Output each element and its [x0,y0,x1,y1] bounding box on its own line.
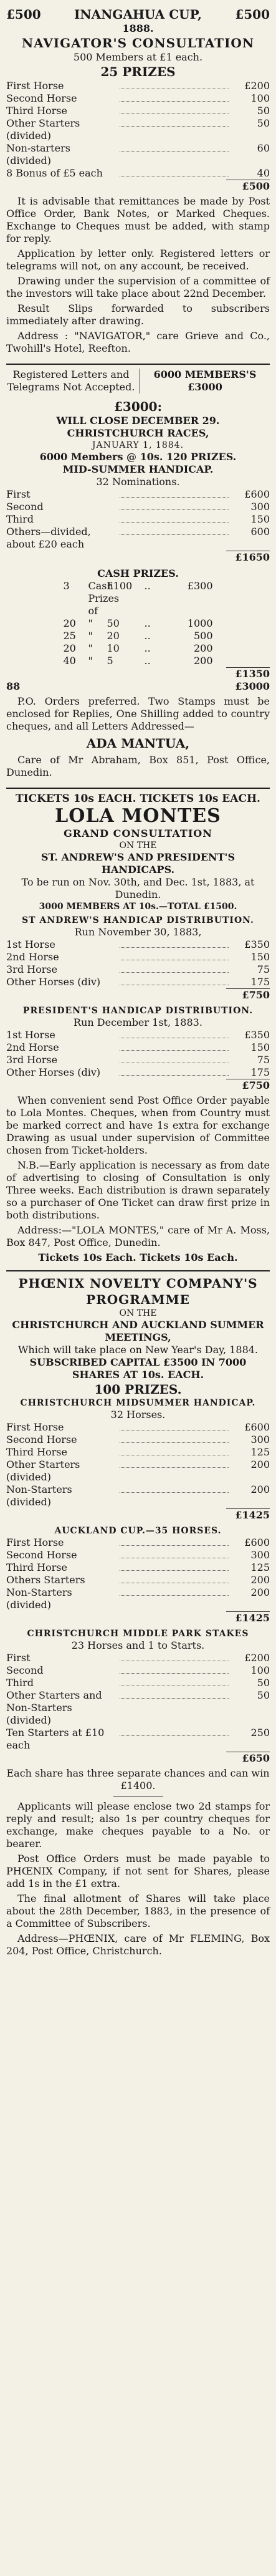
prize-total: £1425 [226,1611,270,1624]
prize-value: 300 [250,1434,270,1445]
prize-row [6,976,270,988]
inangahua-body-1: It is advisable that remittances be made by Post Office Order, Bank Notes, or Marked Cheques. Exchange to Cheques must be added, with stamp for reply. [6,195,270,244]
prize-value: 200 [250,1483,270,1495]
cash-sep: .. [144,655,151,667]
prize-label: 2nd Horse [6,1041,59,1053]
christchurch-body: P.O. Orders preferred. Two Stamps must be enclosed for Replies, One Shilling added to country cheques, and all Letters Addressed— [6,695,270,732]
inangahua-advert [6,2,270,365]
lola-montes-advert [6,789,270,1271]
prize-label: Second Horse [6,1549,77,1561]
prize-row [6,1446,270,1459]
prize-value: 175 [250,1066,270,1078]
phoenix-meetings: CHRISTCHURCH AND AUCKLAND SUMMER MEETINGS, [12,1319,264,1343]
prize-row [6,1421,270,1434]
prize-label: Ten Starters at £10 each [6,1727,105,1751]
lola-subtitle: GRAND CONSULTATION [64,827,212,839]
presidents-distribution-heading: PRESIDENT'S HANDICAP DISTRIBUTION. [22,1006,254,1016]
christchurch-members: 6000 Members @ 10s. 120 PRIZES. [39,451,237,463]
prize-value: £350 [244,1029,270,1041]
prize-label: 3rd Horse [6,963,58,975]
prize-row [6,1066,270,1079]
prize-row [6,92,270,105]
auckland-cup-heading: AUCKLAND CUP.—35 HORSES. [54,1526,222,1536]
prize-row [6,1652,270,1664]
prize-row [6,1434,270,1446]
cash-each: 5 [107,655,113,667]
phoenix-address: Address—PHŒNIX, care of Mr FLEMING, Box 204, Post Office, Christchurch. [6,1932,270,1957]
cash-prize-table [6,580,270,693]
lola-tickets-banner: TICKETS 10s EACH. TICKETS 10s EACH. [16,793,260,805]
phoenix-body-1: Applicants will please enclose two 2d stamps for reply and result; also 1s per country cheques for exchange, make cheques payable to a No. or bearer. [6,1800,270,1850]
lola-handicaps: ST. ANDREW'S AND PRESIDENT'S HANDICAPS. [40,851,236,876]
st-andrews-distribution-heading: ST ANDREW'S HANDICAP DISTRIBUTION. [22,915,254,925]
prize-row [6,1483,270,1508]
cash-count: 25 [63,630,76,642]
presidents-date: Run December 1st, 1883. [74,1016,202,1028]
prize-row [6,488,270,501]
prize-value: 150 [250,513,270,525]
cash-desc: " [88,655,93,667]
cash-row [6,617,270,630]
prize-row [6,1029,270,1041]
prize-row [6,501,270,513]
prize-value: 300 [250,501,270,513]
cash-sep: .. [144,617,151,629]
prize-row [6,142,270,167]
prize-value: 200 [250,1574,270,1586]
cash-desc: " [88,630,93,642]
prize-label: Other Horses (div) [6,976,101,988]
prize-value: 150 [250,1041,270,1053]
box-right-note: 6000 MEMBERS'S £3000 [153,369,257,393]
prize-value: 50 [257,105,270,117]
phoenix-note: Each share has three separate chances and can win £1400. [6,1767,270,1792]
prize-value: 50 [257,1677,270,1689]
box-left-note: Registered Letters and Telegrams Not Accepted. [6,369,140,393]
grand-total-row [6,680,270,693]
lola-tickets-footer: Tickets 10s Each. Tickets 10s Each. [38,1252,238,1263]
midsummer-sub: 32 Horses. [110,1409,166,1421]
prize-value: 75 [257,963,270,975]
prize-label: 1st Horse [6,1029,55,1041]
prize-label: Third Horse [6,105,67,117]
prize-value: 50 [257,117,270,129]
prize-row [6,1664,270,1677]
cash-each: 10 [107,642,120,654]
inangahua-banner [6,6,270,22]
prize-label: 8 Bonus of £5 each [6,167,103,179]
cash-each: 50 [107,617,120,629]
prize-label: Second [6,1664,44,1676]
prize-label: Other Horses (div) [6,1066,101,1078]
prize-row [6,1459,270,1483]
phoenix-body-3: The final allotment of Shares will take place about the 28th December, 1883, in the presence of a Committee of Subscribers. [6,1893,270,1929]
phoenix-drawn: Which will take place on New Year's Day, 1884. [17,1344,259,1356]
banner-right-amount: £500 [235,7,270,22]
prize-subtotal: £1650 [226,551,270,564]
prize-row [6,951,270,963]
prize-label: First Horse [6,1536,64,1548]
phoenix-capital: SUBSCRIBED CAPITAL £3500 IN 7000 SHARES AT 10s. EACH. [29,1356,247,1381]
prize-value: 60 [257,142,270,154]
prize-row [6,1536,270,1549]
cash-sum: 200 [193,655,213,667]
christchurch-date: JANUARY 1, 1884. [92,440,184,450]
prize-total: £750 [226,1079,270,1092]
cash-count: 20 [63,617,76,629]
cash-desc: Cash Prizes of [88,580,120,617]
prize-value: 200 [250,1586,270,1598]
prize-value: £600 [244,1421,270,1433]
banner-left-amount: £500 [6,7,41,22]
lola-on-the: ON THE [119,841,157,851]
prize-value: 100 [250,92,270,104]
prize-value: £600 [244,488,270,500]
banner-title: INANGAHUA CUP, [74,7,202,22]
prize-row [6,1549,270,1561]
prize-row [6,1586,270,1611]
prize-row [6,1689,270,1727]
inangahua-body-4: Result Slips forwarded to subscribers immediately after drawing. [6,302,270,327]
prize-label: 2nd Horse [6,951,59,963]
prize-value: £200 [244,80,270,92]
prize-value: 150 [250,951,270,963]
inangahua-members: 500 Members at £1 each. [73,51,203,63]
cash-sep: .. [144,580,151,592]
prize-label: 3rd Horse [6,1054,58,1066]
cash-row [6,655,270,667]
prize-total: £750 [226,988,270,1001]
prize-row [6,1574,270,1586]
prize-value: 175 [250,976,270,988]
prize-value: 600 [250,526,270,538]
prize-row [6,1054,270,1066]
inangahua-heading: NAVIGATOR'S CONSULTATION [21,36,255,51]
cash-each: 20 [107,630,120,642]
prize-row [6,938,270,951]
lola-members: 3000 MEMBERS AT 10s.—TOTAL £1500. [39,902,237,912]
agent-care: Care of Mr Abraham, Box 851, Post Office, Dunedin. [6,754,270,778]
prize-label: First Horse [6,1421,64,1433]
christchurch-handicap: MID-SUMMER HANDICAP. [62,463,214,475]
cash-sep: .. [144,642,151,654]
agent-name: ADA MANTUA, [86,736,190,751]
prize-label: Non-Starters (divided) [6,1586,72,1611]
cash-row [6,642,270,655]
phoenix-advert [6,1271,270,1966]
cash-count: 40 [63,655,76,667]
lola-body-2: N.B.—Early application is necessary as from date of advertising to closing of Consultation is only Three weeks. Each distribution is drawn separately so a purchaser of One Ticket can draw first prize in both distributions. [6,1159,270,1221]
prize-label: Second [6,501,44,513]
prize-value: 300 [250,1549,270,1561]
prize-value: 250 [250,1727,270,1739]
prize-label: Second Horse [6,1434,77,1445]
prize-count: 88 [6,680,21,692]
cash-sum: 200 [193,642,213,654]
prize-value: 100 [250,1664,270,1676]
prize-row [6,80,270,92]
cash-sum: 1000 [187,617,213,629]
cash-sep: .. [144,630,151,642]
prize-row [6,513,270,526]
grand-total: £3000 [235,680,270,692]
cash-each: £100 [107,580,133,592]
inangahua-prizes-heading: 25 PRIZES [100,64,176,79]
lola-run-on: To be run on Nov. 30th, and Dec. 1st, 1883, at Dunedin. [21,876,255,900]
inangahua-body-3: Drawing under the supervision of a committee of the investors will take place about 22nd December. [6,275,270,299]
divider [113,1796,163,1797]
prize-value: 125 [250,1561,270,1573]
prize-label: First [6,1652,31,1664]
prize-label: Non-Starters (divided) [6,1483,72,1508]
midsummer-heading: CHRISTCHURCH MIDSUMMER HANDICAP. [20,1398,256,1408]
prize-label: 1st Horse [6,938,55,950]
prize-total: £1425 [226,1508,270,1522]
prize-row [6,1041,270,1054]
prize-total: £500 [226,180,270,193]
cash-total: £1350 [226,667,270,680]
prize-label: Non-starters (divided) [6,142,70,166]
prize-row [6,1677,270,1689]
prize-row [6,526,270,551]
prize-label: Third Horse [6,1561,67,1573]
prize-label: Other Starters (divided) [6,117,80,142]
prize-row [6,1561,270,1574]
middle-park-heading: CHRISTCHURCH MIDDLE PARK STAKES [27,1629,249,1639]
prize-row [6,167,270,180]
prize-value: £200 [244,1652,270,1664]
prize-label: First Horse [6,80,64,92]
christchurch-nominations: 32 Nominations. [96,476,180,488]
christchurch-amount: £3000: [114,399,162,414]
christchurch-header-box [6,369,270,393]
cash-count: 20 [63,642,76,654]
banner-year: 1888. [122,22,154,34]
phoenix-title: PHŒNIX NOVELTY COMPANY'S PROGRAMME [18,1276,258,1307]
lola-body-1: When convenient send Post Office Order payable to Lola Montes. Cheques, when from Country must be marked correct and have 1s extra for exchange Drawing as usual under supervision of Committee chosen from Ticket-holders. [6,1094,270,1156]
middle-park-sub: 23 Horses and 1 to Starts. [71,1639,205,1651]
prize-label: Third [6,513,34,525]
cash-sum: 500 [193,630,213,642]
prize-label: Third [6,1677,34,1689]
prize-label: Others—divided, about £20 each [6,526,91,550]
christchurch-closing: WILL CLOSE DECEMBER 29. [56,415,220,427]
inangahua-body-2: Application by letter only. Registered letters or telegrams will not, on any account, be received. [6,248,270,272]
phoenix-on-the: ON THE [119,1308,157,1318]
prize-value: 50 [257,1689,270,1701]
prize-value: 200 [250,1459,270,1470]
lola-address: Address:—"LOLA MONTES," care of Mr A. Moss, Box 847, Post Office, Dunedin. [6,1224,270,1248]
inangahua-address: Address : "NAVIGATOR," care Grieve and Co., Twohill's Hotel, Reefton. [6,330,270,354]
cash-sum: £300 [187,580,213,592]
cash-count: 3 [63,580,70,592]
prize-value: £600 [244,1536,270,1548]
prize-label: Other Starters and Non-Starters (divided) [6,1689,102,1726]
christchurch-advert [6,365,270,789]
prize-value: 40 [257,167,270,179]
prize-value: £350 [244,938,270,950]
prize-total: £650 [226,1752,270,1765]
prize-label: First [6,488,31,500]
cash-row [6,630,270,642]
inangahua-prize-list [6,80,270,193]
prize-label: Third Horse [6,1446,67,1458]
prize-row [6,963,270,976]
prize-label: Second Horse [6,92,77,104]
prize-row [6,117,270,142]
phoenix-prizes-heading: 100 PRIZES. [94,1382,182,1397]
prize-label: Other Starters (divided) [6,1459,80,1483]
prize-row [6,1727,270,1752]
christchurch-races: CHRISTCHURCH RACES, [67,427,209,439]
phoenix-body-2: Post Office Orders must be made payable to PHŒNIX Company, if not sent for Shares, please add 1s in the £1 extra. [6,1853,270,1889]
cash-row [6,580,270,617]
prize-label: Others Starters [6,1574,85,1586]
lola-title: LOLA MONTES [55,805,221,827]
cash-desc: " [88,617,93,629]
prize-value: 125 [250,1446,270,1458]
prize-value: 75 [257,1054,270,1066]
prize-row [6,105,270,117]
cash-desc: " [88,642,93,654]
cash-prizes-heading: CASH PRIZES. [97,567,179,579]
st-andrews-date: Run November 30, 1883, [74,926,202,938]
